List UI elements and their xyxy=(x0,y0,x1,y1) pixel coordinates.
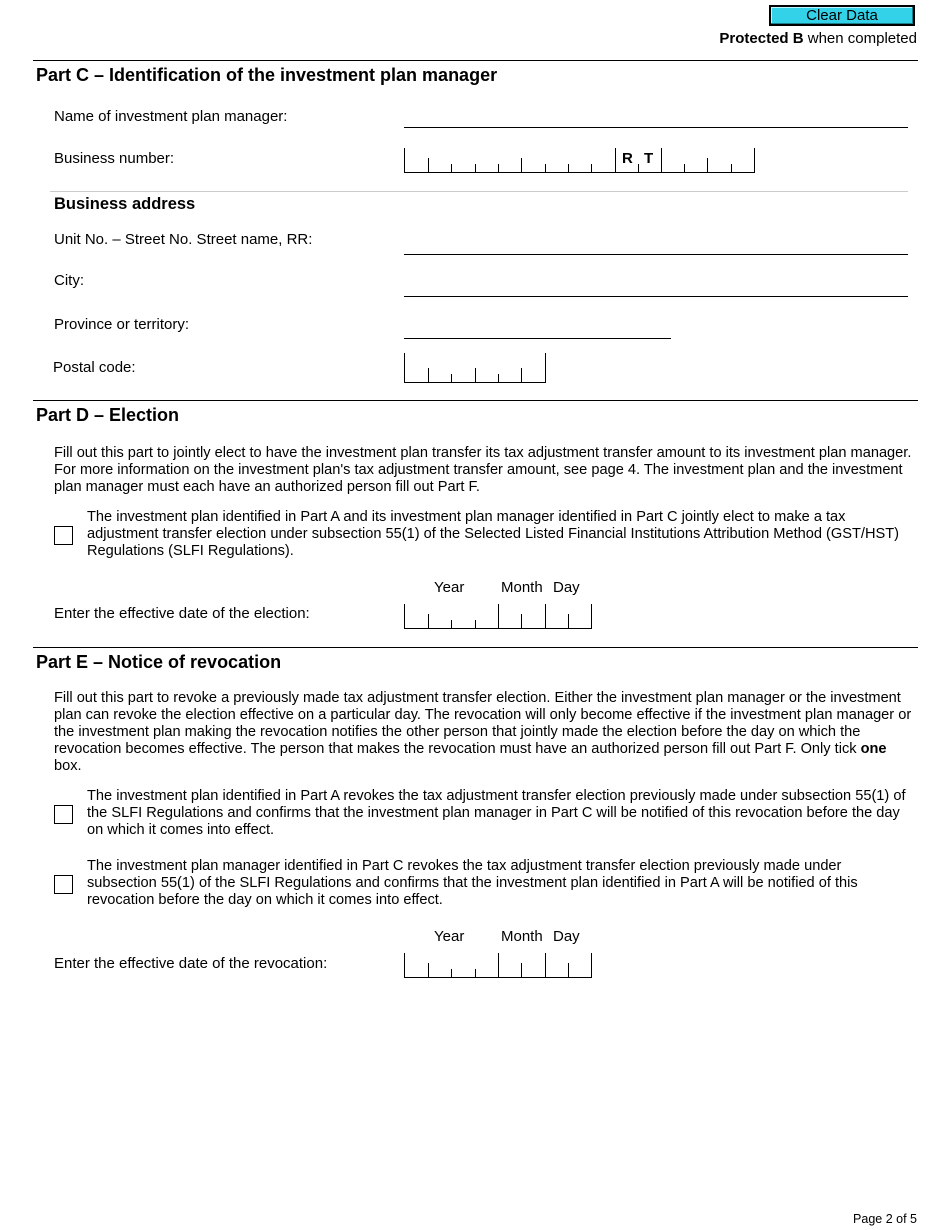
revocation-day-label: Day xyxy=(553,928,580,945)
rt-label-t: T xyxy=(644,150,654,167)
comb-divider xyxy=(428,614,429,628)
business-address-heading: Business address xyxy=(54,195,196,213)
revocation-year-label: Year xyxy=(434,928,465,945)
election-date-field[interactable] xyxy=(404,604,592,629)
comb-divider xyxy=(638,164,639,172)
province-field[interactable] xyxy=(404,338,671,339)
election-text: The investment plan identified in Part A and its investment plan manager identified in Part C jointly elect to make a tax adjustment transfer election under subsection 55(1) of the Selected Listed Financial Institutions Attribution Method (GST/HST) Regulations (SLFI Regulations). xyxy=(87,509,899,559)
revocation-date-field[interactable] xyxy=(404,953,592,978)
election-date-label: Enter the effective date of the election: xyxy=(54,605,310,622)
part-c-title: Part C – Identification of the investment plan manager xyxy=(36,65,498,85)
section-divider xyxy=(33,60,918,61)
protected-b-notice xyxy=(719,30,917,47)
comb-divider xyxy=(498,604,499,628)
part-e-intro-emphasis: one xyxy=(860,741,887,757)
comb-divider xyxy=(568,614,569,628)
section-divider xyxy=(33,400,918,401)
manager-name-label: Name of investment plan manager: xyxy=(54,108,288,125)
page-number: Page 2 of 5 xyxy=(853,1212,917,1226)
comb-divider xyxy=(475,164,476,172)
comb-divider xyxy=(545,164,546,172)
revocation-month-label: Month xyxy=(501,928,543,945)
comb-divider xyxy=(661,148,662,172)
comb-divider xyxy=(568,963,569,977)
comb-divider xyxy=(498,374,499,382)
election-year-label: Year xyxy=(434,579,465,596)
rt-label-r: R xyxy=(622,150,633,167)
part-e-intro-text: Fill out this part to revoke a previously made tax adjustment transfer election. Either the investment plan manager or the investment plan can revoke the election effective on a particular day. The revocation will only become effective if the investment plan manager or the investment plan making the revocation notifies the other person that jointly made the election before the day on which the revocation becomes effective. The person that makes the revocation must have an authorized person fill out Part F. Only tick xyxy=(54,690,912,757)
comb-divider xyxy=(475,969,476,977)
comb-divider xyxy=(521,158,522,172)
revocation-plan-text: The investment plan identified in Part A revokes the tax adjustment transfer election previously made under subsection 55(1) of the SLFI Regulations and confirms that the investment plan manager in Part C will be notified of this revocation before the day on which it comes into effect. xyxy=(87,788,906,838)
comb-divider xyxy=(498,953,499,977)
comb-divider xyxy=(545,604,546,628)
part-e-title: Part E – Notice of revocation xyxy=(36,652,282,672)
revocation-plan-checkbox[interactable] xyxy=(54,805,73,824)
street-field[interactable] xyxy=(404,254,908,255)
revocation-manager-checkbox[interactable] xyxy=(54,875,73,894)
street-label: Unit No. – Street No. Street name, RR: xyxy=(54,231,313,248)
comb-divider xyxy=(475,620,476,628)
comb-divider xyxy=(521,963,522,977)
comb-divider xyxy=(451,969,452,977)
comb-divider xyxy=(451,164,452,172)
comb-divider xyxy=(731,164,732,172)
postal-code-label: Postal code: xyxy=(53,359,136,376)
revocation-date-label: Enter the effective date of the revocation: xyxy=(54,955,328,972)
postal-code-field[interactable] xyxy=(404,353,546,383)
comb-divider xyxy=(545,953,546,977)
election-day-label: Day xyxy=(553,579,580,596)
part-d-title: Part D – Election xyxy=(36,405,180,425)
address-divider xyxy=(50,191,908,192)
revocation-manager-text: The investment plan manager identified in Part C revokes the tax adjustment transfer election previously made under subsection 55(1) of the SLFI Regulations and confirms that the investment plan identified in Part A will be notified of this revocation before the day on which it comes into effect. xyxy=(87,858,858,908)
comb-divider xyxy=(475,368,476,382)
city-field[interactable] xyxy=(404,296,908,297)
business-number-label: Business number: xyxy=(54,150,175,167)
comb-divider xyxy=(428,368,429,382)
comb-divider xyxy=(591,164,592,172)
province-label: Province or territory: xyxy=(54,316,190,333)
protected-b-suffix: when completed xyxy=(803,30,917,47)
comb-divider xyxy=(615,148,616,172)
comb-divider xyxy=(451,620,452,628)
part-e-intro-end: box. xyxy=(54,758,82,774)
comb-divider xyxy=(498,164,499,172)
part-d-intro: Fill out this part to jointly elect to have the investment plan transfer its tax adjustment transfer amount to its investment plan manager. For more information on the investment plan's tax adjustment transfer amount, see page 4. The investment plan and the investment plan manager must each have an authorized person fill out Part F. xyxy=(54,445,912,495)
section-divider xyxy=(33,647,918,648)
comb-divider xyxy=(521,368,522,382)
manager-name-field[interactable] xyxy=(404,127,908,128)
election-month-label: Month xyxy=(501,579,543,596)
business-number-field[interactable] xyxy=(404,148,755,173)
comb-divider xyxy=(451,374,452,382)
comb-divider xyxy=(707,158,708,172)
protected-b-label: Protected B xyxy=(719,30,804,47)
comb-divider xyxy=(521,614,522,628)
comb-divider xyxy=(428,963,429,977)
comb-divider xyxy=(684,164,685,172)
clear-data-button[interactable]: Clear Data xyxy=(769,5,915,26)
city-label: City: xyxy=(54,272,84,289)
comb-divider xyxy=(428,158,429,172)
part-e-intro xyxy=(54,690,914,775)
election-checkbox[interactable] xyxy=(54,526,73,545)
comb-divider xyxy=(568,164,569,172)
